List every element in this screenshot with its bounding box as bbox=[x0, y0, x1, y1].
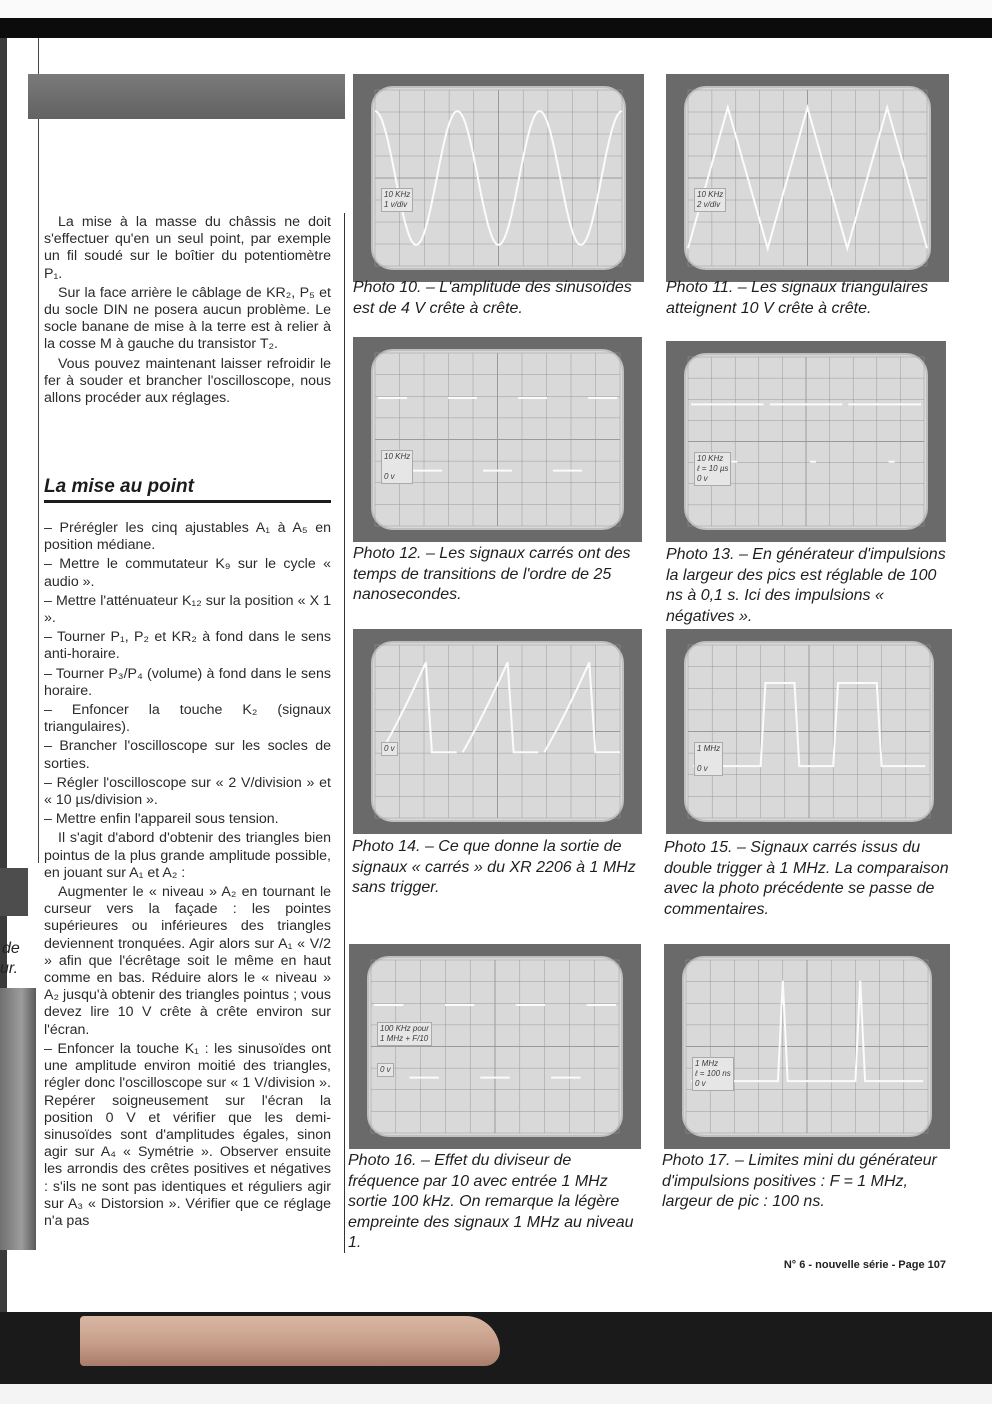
column-rule bbox=[344, 213, 345, 1253]
caption-label-17: Photo 17. bbox=[662, 1152, 731, 1169]
paragraph: La mise à la masse du châssis ne doit s'effectuer qu'en un seul point, par exemple un fil soudé sur le boîtier du potentiomètre P₁. bbox=[44, 214, 331, 282]
oscillogram-photo-17 bbox=[664, 944, 950, 1149]
screen-note: 0 v bbox=[381, 742, 398, 756]
screen-note: 1 MHz 0 v bbox=[694, 742, 723, 776]
spine-fragment-1: de bbox=[2, 940, 20, 957]
caption-text-10: – L'amplitude des sinusoïdes est de 4 V crête à crête. bbox=[353, 279, 632, 317]
oscillogram-photo-14 bbox=[353, 629, 642, 834]
paragraph: Vous pouvez maintenant laisser refroidir le fer à souder et brancher l'oscilloscope, nous allons procéder aux réglages. bbox=[44, 355, 331, 407]
oscillogram-photo-11 bbox=[666, 74, 949, 282]
caption-label-14: Photo 14. bbox=[352, 838, 421, 855]
caption-photo-16 bbox=[348, 1151, 640, 1254]
paragraph: – Mettre enfin l'appareil sous tension. bbox=[44, 811, 279, 828]
caption-text-13: – En générateur d'impulsions la largeur des pics est réglable de 100 ns à 0,1 s. Ici des impulsions « négatives ». bbox=[666, 546, 946, 625]
screen-note: 100 KHz pour 1 MHz + F/10 bbox=[377, 1022, 432, 1046]
page-footer: N° 6 - nouvelle série - Page 107 bbox=[783, 1259, 946, 1271]
body-text-procedure bbox=[44, 520, 331, 1232]
scan-top-margin bbox=[0, 0, 992, 18]
caption-text-12: – Les signaux carrés ont des temps de transitions de l'ordre de 25 nanosecondes. bbox=[353, 545, 631, 603]
caption-label-12: Photo 12. bbox=[353, 545, 422, 562]
oscilloscope-graticule bbox=[353, 337, 642, 542]
screen-note: 10 KHz 0 v bbox=[381, 450, 413, 484]
caption-photo-17 bbox=[662, 1151, 952, 1213]
scanner-thumb bbox=[80, 1316, 500, 1366]
oscilloscope-graticule bbox=[666, 341, 946, 542]
previous-page-edge bbox=[7, 38, 39, 863]
caption-text-11: – Les signaux triangulaires atteignent 10 V crête à crête. bbox=[666, 279, 929, 317]
screen-note: 10 KHz ℓ = 10 µs 0 v bbox=[694, 452, 731, 486]
scan-bottom-margin bbox=[0, 1384, 992, 1404]
body-text-intro bbox=[44, 214, 331, 409]
oscilloscope-graticule bbox=[353, 629, 642, 834]
waveform-trace bbox=[381, 662, 620, 752]
caption-label-16: Photo 16. bbox=[348, 1152, 417, 1169]
spine-fragment-2: ur. bbox=[0, 960, 19, 977]
caption-text-15: – Signaux carrés issus du double trigger à 1 MHz. La comparaison avec la photo précédente se passe de commentaires. bbox=[664, 839, 949, 918]
previous-page-dark-block bbox=[0, 868, 28, 916]
caption-text-14: – Ce que donne la sortie de signaux « carrés » du XR 2206 à 1 MHz sans trigger. bbox=[352, 838, 636, 896]
previous-page-photo bbox=[0, 988, 36, 1250]
paragraph: – Enfoncer la touche K₂ (signaux triangulaires). bbox=[44, 702, 331, 736]
oscillogram-photo-13 bbox=[666, 341, 946, 542]
section-heading: La mise au point bbox=[44, 476, 331, 503]
screen-note: 10 KHz 2 v/div bbox=[694, 188, 726, 212]
caption-label-13: Photo 13. bbox=[666, 546, 735, 563]
scan-top-border bbox=[0, 18, 992, 38]
paragraph: Augmenter le « niveau » A₂ en tournant le curseur vers la façade : les pointes supérieures ou inférieures des triangles deviennent tronquées. Agir alors sur A₁ « V/2 » afin que l'écrêtage soit le même en haut comme en bas. Réduire alors le « niveau » A₂ jusqu'à obtenir des triangles pointus ; vous devez lire 10 V crête à crête environ sur l'écran. bbox=[44, 884, 331, 1038]
paragraph: Il s'agit d'abord d'obtenir des triangles bien pointus de la plus grande amplitude possible, en jouant sur A₁ et A₂ : bbox=[44, 830, 331, 881]
caption-photo-13 bbox=[666, 545, 953, 627]
oscilloscope-graticule bbox=[353, 74, 644, 282]
caption-text-17: – Limites mini du générateur d'impulsions positives : F = 1 MHz, largeur de pic : 100 ns. bbox=[662, 1152, 937, 1210]
oscillogram-photo-12 bbox=[353, 337, 642, 542]
header-bar bbox=[28, 74, 345, 119]
oscilloscope-graticule bbox=[666, 629, 952, 834]
screen-note: 1 MHz ℓ = 100 ns 0 v bbox=[692, 1057, 734, 1091]
caption-label-10: Photo 10. bbox=[353, 279, 422, 296]
caption-label-15: Photo 15. bbox=[664, 839, 733, 856]
paragraph: – Prérégler les cinq ajustables A₁ à A₅ en position médiane. bbox=[44, 520, 331, 554]
oscilloscope-graticule bbox=[349, 944, 641, 1149]
caption-photo-12 bbox=[353, 544, 643, 606]
caption-photo-15 bbox=[664, 838, 954, 920]
paragraph: – Régler l'oscilloscope sur « 2 V/division » et « 10 µs/division ». bbox=[44, 774, 331, 809]
oscilloscope-graticule bbox=[664, 944, 950, 1149]
oscillogram-photo-16 bbox=[349, 944, 641, 1149]
screen-note-zero: 0 v bbox=[377, 1063, 394, 1077]
paragraph: – Mettre le commutateur K₉ sur le cycle « audio ». bbox=[44, 556, 331, 590]
paragraph: – Brancher l'oscilloscope sur les socles de sorties. bbox=[44, 738, 331, 772]
oscillogram-photo-10 bbox=[353, 74, 644, 282]
paragraph: Sur la face arrière le câblage de KR₂, P₅ et du socle DIN ne posera aucun problème. Le socle banane de mise à la terre est à relier à la cosse M à gauche du transistor T₂. bbox=[44, 284, 331, 353]
caption-photo-14 bbox=[352, 837, 642, 899]
paragraph: – Mettre l'atténuateur K₁₂ sur la position « X 1 ». bbox=[44, 592, 331, 627]
caption-photo-11 bbox=[666, 278, 953, 319]
paragraph: – Tourner P₁, P₂ et KR₂ à fond dans le sens anti-horaire. bbox=[44, 629, 331, 663]
paragraph: – Enfoncer la touche K₁ : les sinusoïdes ont une amplitude environ moitié des triangles, régler donc l'oscilloscope sur « 1 V/division ». Repérer soigneusement sur l'écran la position 0 V et vérifier que les demi-sinusoïdes sont d'amplitudes égales, sinon agir sur A₄ « Symétrie ». Observer ensuite les arrondis des crêtes positives et négatives : s'ils ne sont pas identiques et réguliers agir sur A₃ « Distorsion ». Vérifier que ce réglage n'a pas bbox=[44, 1040, 331, 1229]
screen-note: 10 KHz 1 v/div bbox=[381, 188, 413, 212]
caption-photo-10 bbox=[353, 278, 653, 319]
oscilloscope-graticule bbox=[666, 74, 949, 282]
oscillogram-photo-15 bbox=[666, 629, 952, 834]
caption-text-16: – Effet du diviseur de fréquence par 10 avec entrée 1 MHz sortie 100 kHz. On remarque la légère empreinte des signaux 1 MHz au niveau 1. bbox=[348, 1152, 634, 1251]
paragraph: – Tourner P₃/P₄ (volume) à fond dans le sens horaire. bbox=[44, 665, 331, 699]
caption-label-11: Photo 11. bbox=[666, 279, 734, 296]
